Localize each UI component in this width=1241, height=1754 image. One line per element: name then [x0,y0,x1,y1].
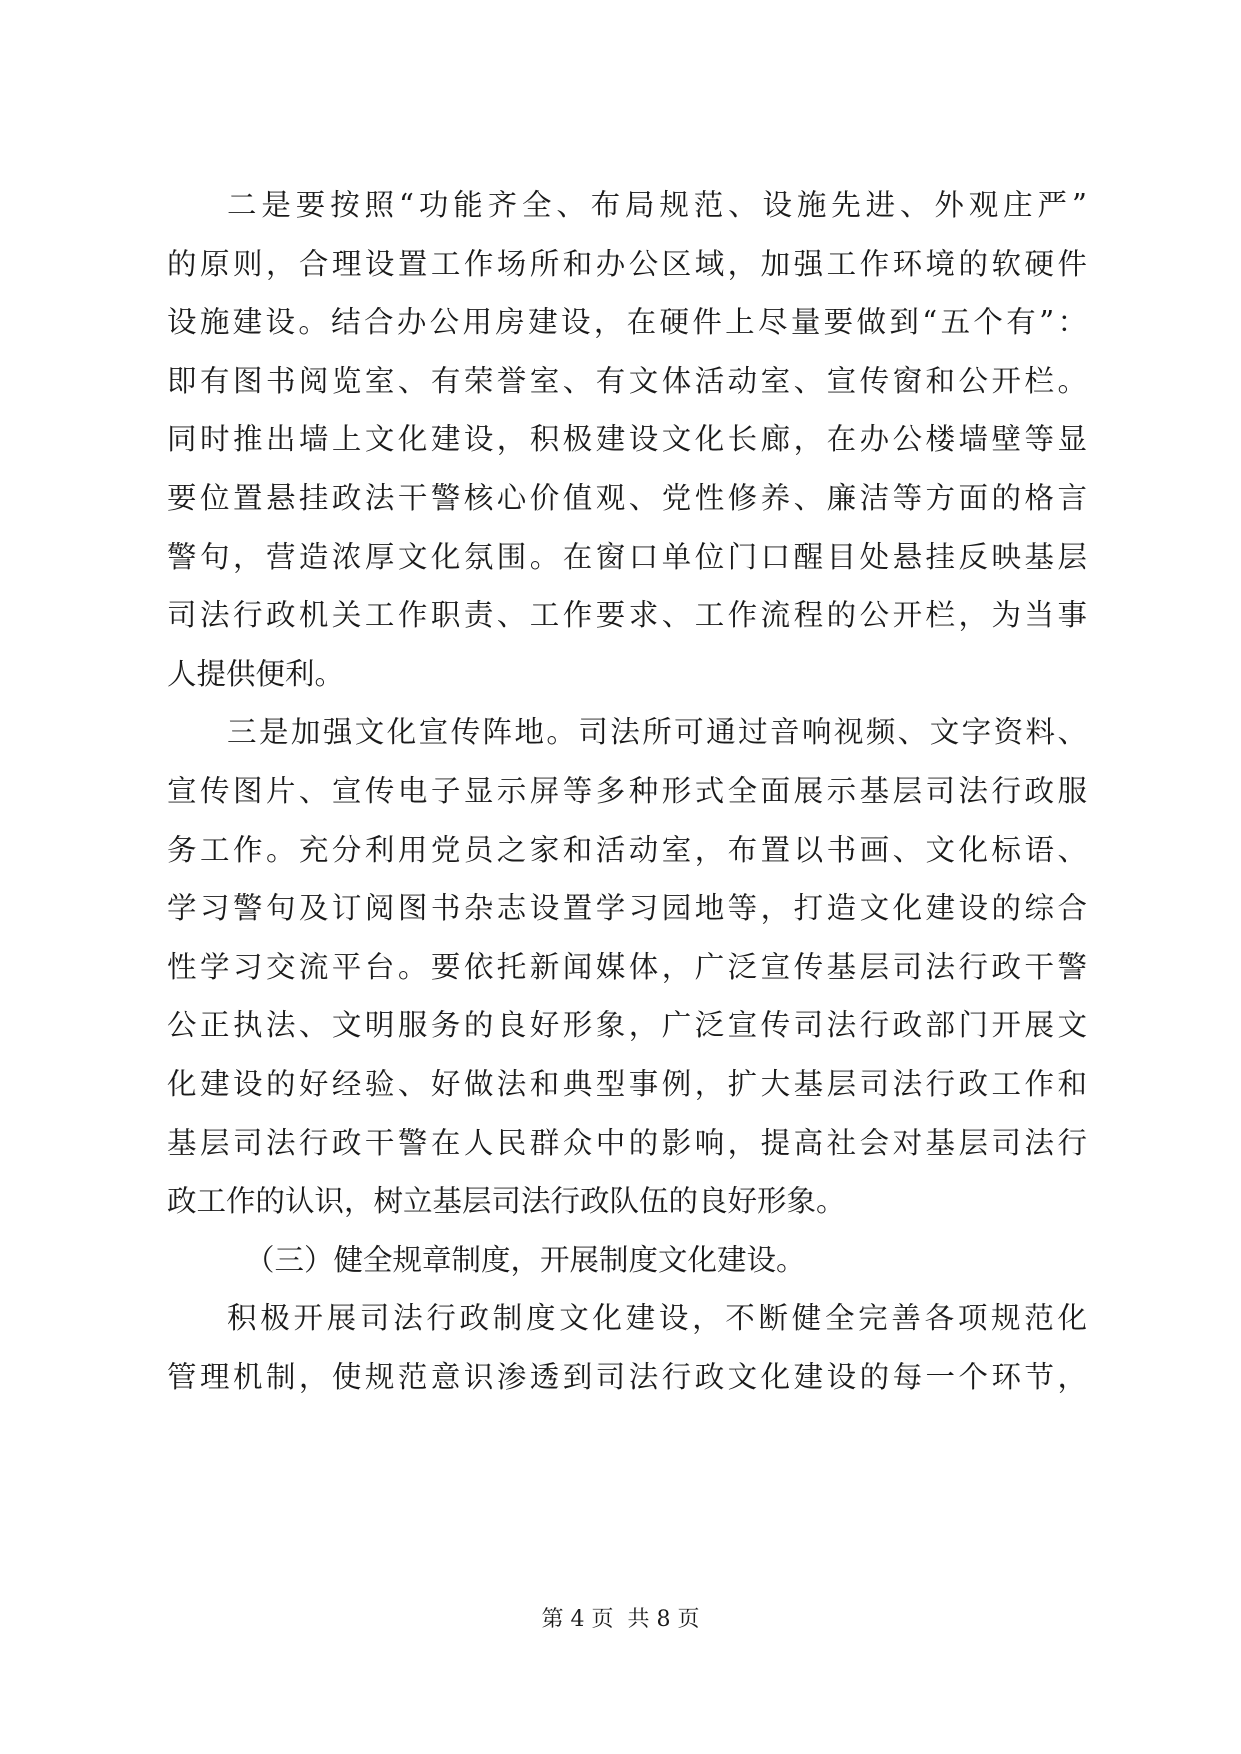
paragraph-line: 学习警句及订阅图书杂志设置学习园地等，打造文化建设的综合 [167,891,1087,926]
paragraph-line: 二是要按照“功能齐全、布局规范、设施先进、外观庄严” [227,188,1087,222]
paragraph-line: 化建设的好经验、好做法和典型事例，扩大基层司法行政工作和 [167,1066,1087,1101]
paragraph-line: 宣传图片、宣传电子显示屏等多种形式全面展示基层司法行政服 [167,773,1087,808]
paragraph-line: 即有图书阅览室、有荣誉室、有文体活动室、宣传窗和公开栏。 [167,363,1087,398]
page-footer: 第 4 页 共 8 页 [541,1607,700,1632]
paragraph-line: 同时推出墙上文化建设，积极建设文化长廊，在办公楼墙壁等显 [167,422,1087,457]
paragraph-line: 要位置悬挂政法干警核心价值观、党性修养、廉洁等方面的格言 [167,480,1087,515]
paragraph-line: 司法行政机关工作职责、工作要求、工作流程的公开栏，为当事 [167,598,1087,633]
paragraph-line: 人提供便利。 [167,656,345,691]
paragraph-line: 基层司法行政干警在人民群众中的影响，提高社会对基层司法行 [167,1125,1087,1160]
paragraph-line: 的原则，合理设置工作场所和办公区域，加强工作环境的软硬件 [167,246,1087,281]
section-heading: （三）健全规章制度，开展制度文化建设。 [245,1242,806,1277]
paragraph-line: 警句，营造浓厚文化氛围。在窗口单位门口醒目处悬挂反映基层 [167,539,1087,574]
paragraph-line: 务工作。充分利用党员之家和活动室，布置以书画、文化标语、 [167,832,1087,867]
paragraph-line: 三是加强文化宣传阵地。司法所可通过音响视频、文字资料、 [227,715,1087,750]
paragraph-line: 政工作的认识，树立基层司法行政队伍的良好形象。 [167,1184,846,1219]
paragraph-line: 管理机制，使规范意识渗透到司法行政文化建设的每一个环节， [167,1359,1087,1394]
paragraph-line: 积极开展司法行政制度文化建设，不断健全完善各项规范化 [227,1301,1087,1336]
paragraph-line: 设施建设。结合办公用房建设，在硬件上尽量要做到“五个有”： [167,305,1087,340]
paragraph-line: 公正执法、文明服务的良好形象，广泛宣传司法行政部门开展文 [167,1008,1087,1043]
document-body [167,176,1087,1406]
paragraph-line: 性学习交流平台。要依托新闻媒体，广泛宣传基层司法行政干警 [167,949,1087,984]
